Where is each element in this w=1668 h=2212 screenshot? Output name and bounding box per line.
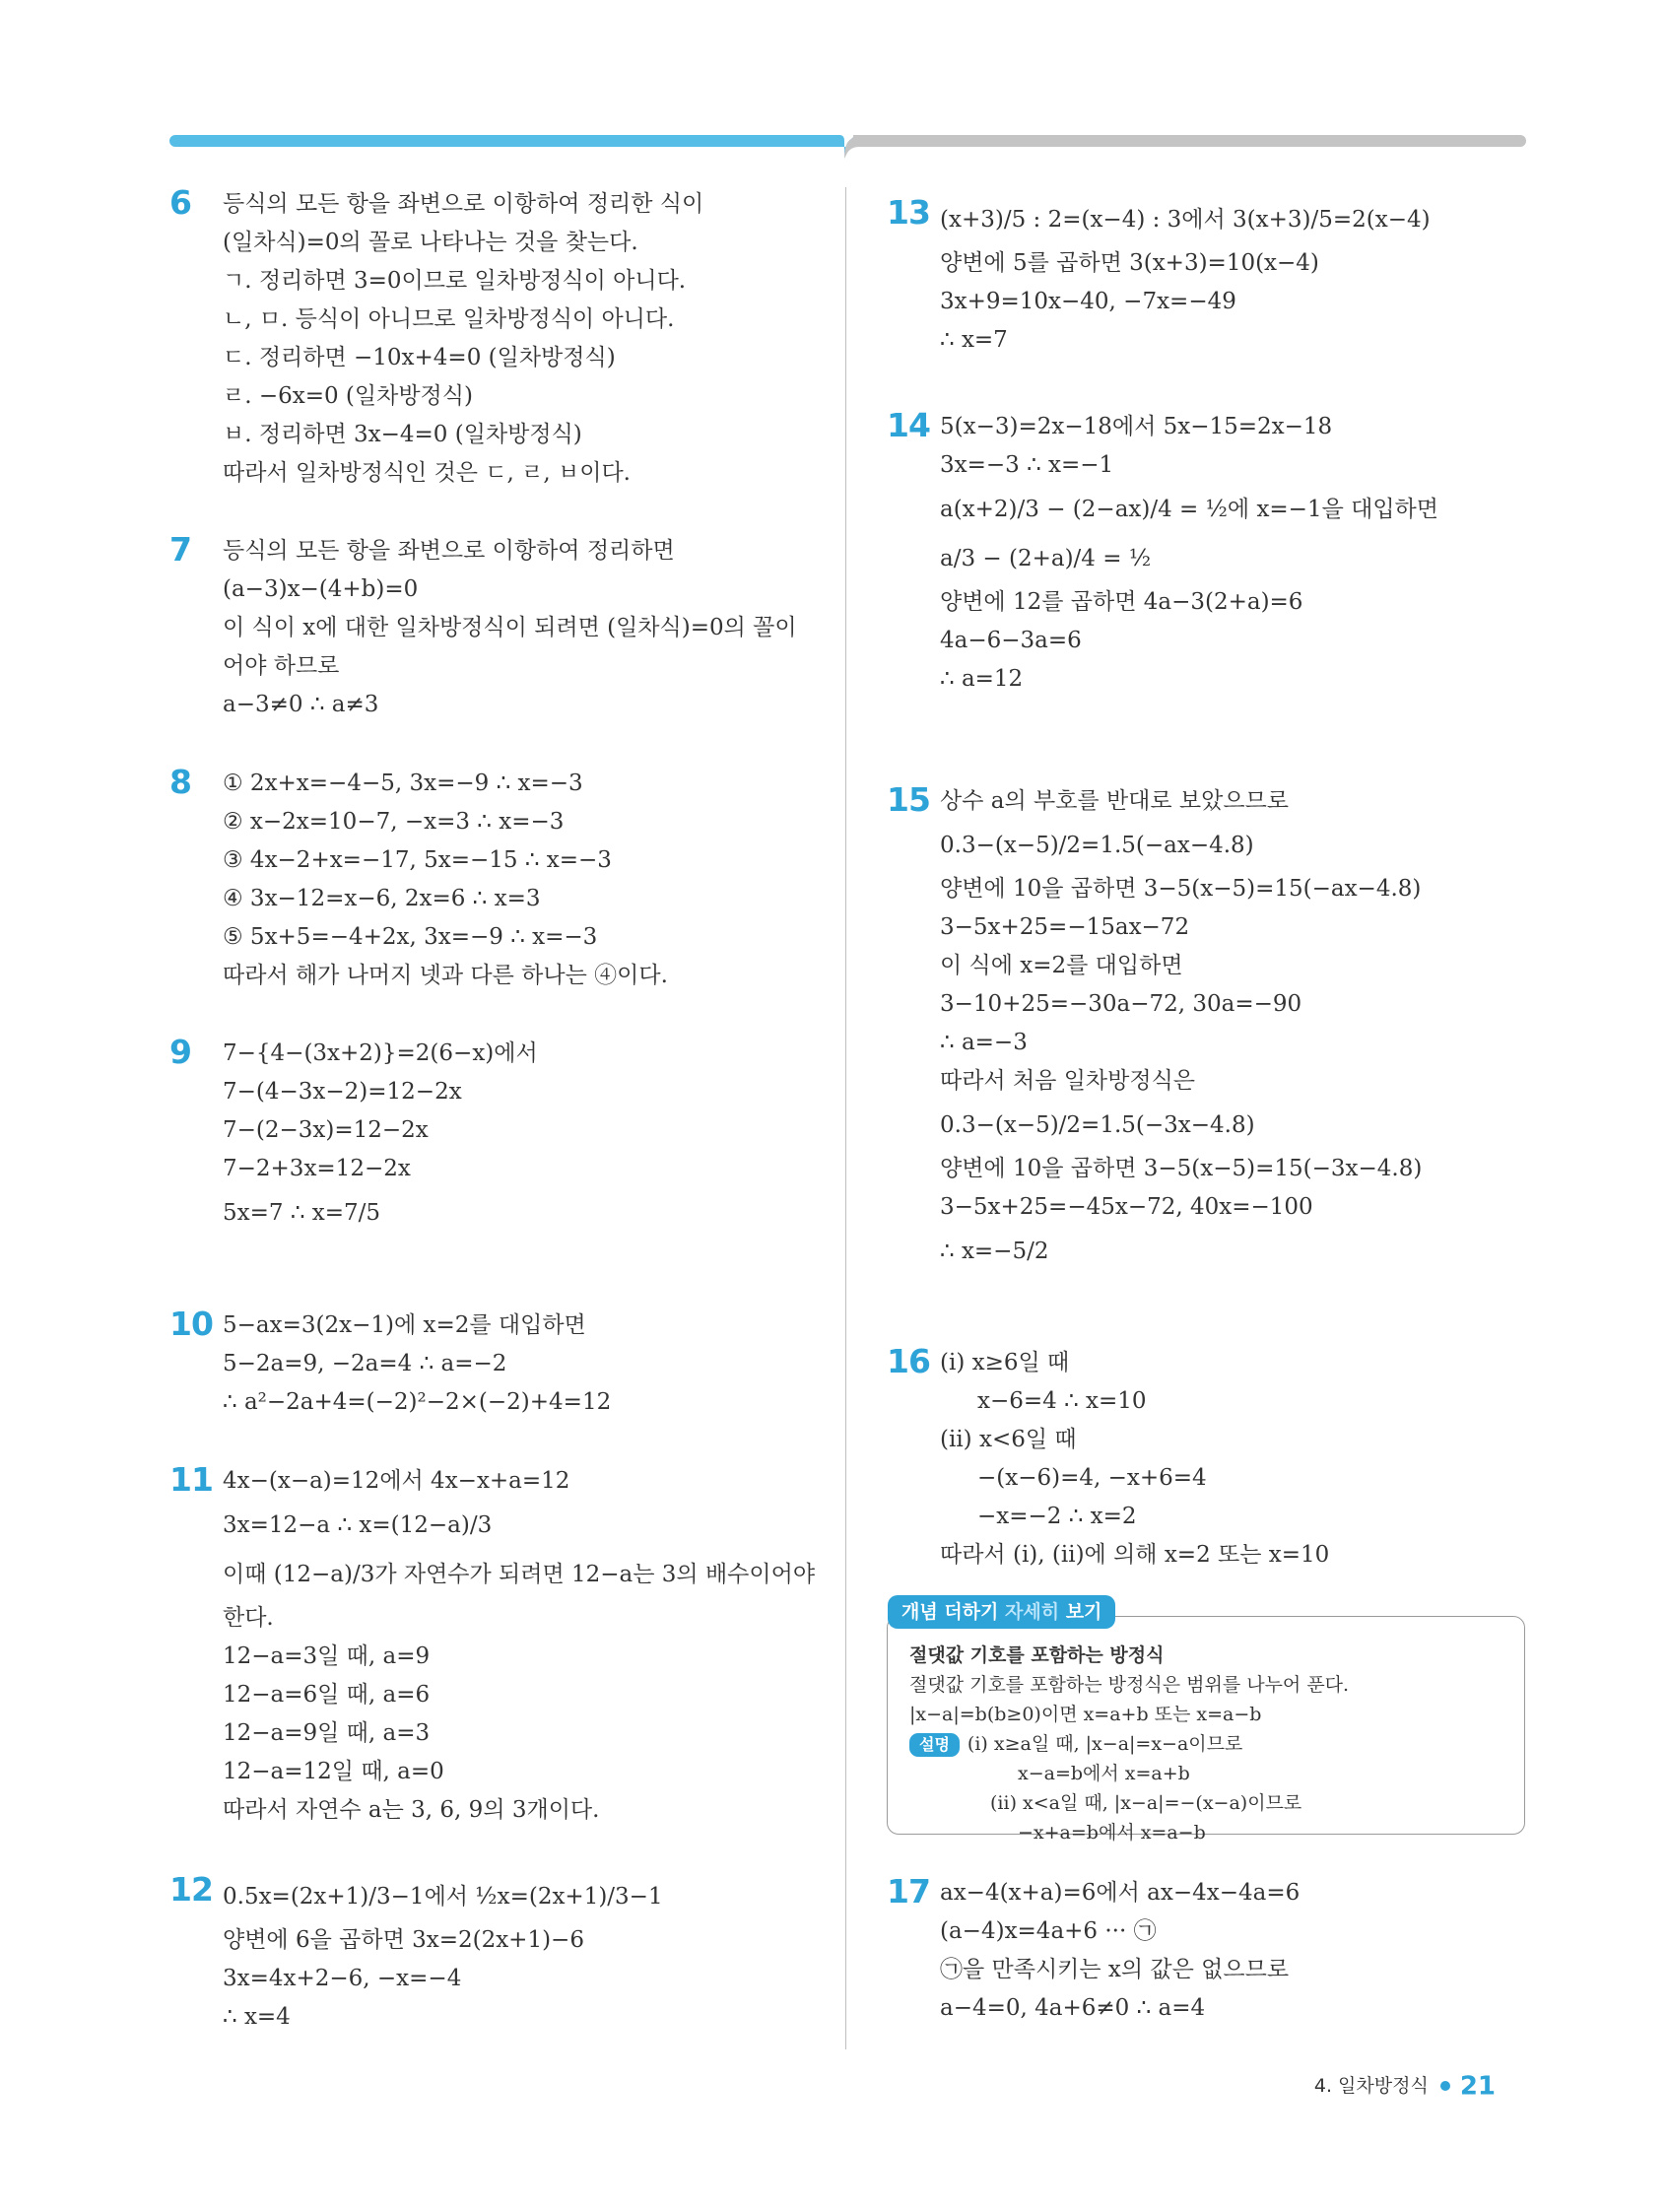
note-expl-line: x−a=b에서 x=a+b xyxy=(1018,1763,1190,1784)
concept-note-box xyxy=(887,1601,1525,1843)
solution-line: 4x−(x−a)=12에서 4x−x+a=12 xyxy=(223,1468,570,1494)
solution-line: 따라서 일차방정식인 것은 ㄷ, ㄹ, ㅂ이다. xyxy=(223,460,631,486)
solution-line: −(x−6)=4, −x+6=4 xyxy=(977,1465,1207,1491)
column-divider xyxy=(845,187,846,2049)
solution-line: (ⅰ) x≥6일 때 xyxy=(940,1350,1070,1375)
solution-line: (x+3)/5 : 2=(x−4) : 3에서 3(x+3)/5=2(x−4) xyxy=(940,207,1431,233)
header-bar-left xyxy=(169,135,839,147)
solution-lines xyxy=(223,1872,814,2037)
solution-line: 7−(4−3x−2)=12−2x xyxy=(223,1079,462,1105)
solution-line: ② x−2x=10−7, −x=3 ∴ x=−3 xyxy=(223,809,565,835)
solution-line: 12−a=9일 때, a=3 xyxy=(223,1720,431,1746)
concept-note-body xyxy=(909,1641,1510,1847)
solution-lines xyxy=(223,532,814,724)
solution-line: ∴ a²−2a+4=(−2)²−2×(−2)+4=12 xyxy=(223,1389,612,1415)
page-number: 21 xyxy=(1459,2071,1496,2102)
solution-lines xyxy=(940,195,1531,360)
solution-line: 양변에 10을 곱하면 3−5(x−5)=15(−ax−4.8) xyxy=(940,876,1422,902)
note-expl-line: (ⅰ) x≥a일 때, |x−a|=x−a이므로 xyxy=(967,1733,1243,1755)
solution-line: 따라서 해가 나머지 넷과 다른 하나는 ④이다. xyxy=(223,963,668,988)
solution-line: 12−a=6일 때, a=6 xyxy=(223,1682,431,1708)
problem-number: 13 xyxy=(887,193,930,232)
solution-line: 0.3−(x−5)/2=1.5(−ax−4.8) xyxy=(940,833,1254,858)
solution-line: 상수 a의 부호를 반대로 보았으므로 xyxy=(940,788,1290,814)
solution-lines xyxy=(940,1344,1531,1575)
solution-line: (일차식)=0의 꼴로 나타나는 것을 찾는다. xyxy=(223,230,638,255)
note-tab-suffix: 보기 xyxy=(1065,1601,1102,1623)
solution-line: 따라서 처음 일차방정식은 xyxy=(940,1068,1196,1094)
note-explanation-row xyxy=(909,1729,1510,1759)
problem-number: 7 xyxy=(169,530,191,569)
solution-line: 7−(2−3x)=12−2x xyxy=(223,1117,429,1143)
solution-lines xyxy=(223,185,814,493)
chapter-title: 4. 일차방정식 xyxy=(1313,2075,1429,2097)
solution-line: 5−ax=3(2x−1)에 x=2를 대입하면 xyxy=(223,1312,586,1338)
solution-line: 이때 (12−a)/3가 자연수가 되려면 12−a는 3의 배수이어야 xyxy=(223,1562,816,1587)
problem-number: 15 xyxy=(887,780,930,819)
page-footer xyxy=(1314,2066,1496,2106)
solution-line: a/3 − (2+a)/4 = ½ xyxy=(940,546,1152,571)
solution-line: 3x=12−a ∴ x=(12−a)/3 xyxy=(223,1512,493,1538)
solution-line: 3−10+25=−30a−72, 30a=−90 xyxy=(940,991,1302,1017)
solution-line: 3−5x+25=−15ax−72 xyxy=(940,914,1190,940)
solution-line: 양변에 6을 곱하면 3x=2(2x+1)−6 xyxy=(223,1927,584,1953)
solution-line: ① 2x+x=−4−5, 3x=−9 ∴ x=−3 xyxy=(223,771,583,796)
solution-line: 3−5x+25=−45x−72, 40x=−100 xyxy=(940,1194,1313,1220)
solution-line: (ⅱ) x<6일 때 xyxy=(940,1427,1077,1452)
solution-line: ㄱ. 정리하면 3=0이므로 일차방정식이 아니다. xyxy=(223,268,687,294)
problem-number: 6 xyxy=(169,183,191,222)
solution-line: a(x+2)/3 − (2−ax)/4 = ½에 x=−1을 대입하면 xyxy=(940,497,1438,522)
note-tab-highlight: 자세히 xyxy=(1005,1601,1060,1623)
solution-line: 5(x−3)=2x−18에서 5x−15=2x−18 xyxy=(940,414,1333,439)
solution-lines xyxy=(223,1307,814,1422)
problem-number: 10 xyxy=(169,1305,213,1343)
solution-line: ㄹ. −6x=0 (일차방정식) xyxy=(223,383,473,409)
solution-line: 3x=4x+2−6, −x=−4 xyxy=(223,1966,462,1991)
solution-line: 한다. xyxy=(223,1605,274,1631)
solution-line: 등식의 모든 항을 좌변으로 이항하여 정리한 식이 xyxy=(223,191,704,217)
solution-line: ㅂ. 정리하면 3x−4=0 (일차방정식) xyxy=(223,422,582,447)
solution-lines xyxy=(223,1462,814,1830)
solution-line: 양변에 5를 곱하면 3(x+3)=10(x−4) xyxy=(940,250,1319,276)
solution-line: 3x=−3 ∴ x=−1 xyxy=(940,452,1114,478)
solution-line: 따라서 자연수 a는 3, 6, 9의 3개이다. xyxy=(223,1797,600,1823)
solution-line: (a−4)x=4a+6 ··· ㉠ xyxy=(940,1918,1157,1944)
solution-line: 7−{4−(3x+2)}=2(6−x)에서 xyxy=(223,1040,538,1066)
solution-line: ③ 4x−2+x=−17, 5x=−15 ∴ x=−3 xyxy=(223,847,612,873)
problem-number: 14 xyxy=(887,406,930,444)
solution-lines xyxy=(940,408,1531,699)
solution-line: ㄴ, ㅁ. 등식이 아니므로 일차방정식이 아니다. xyxy=(223,306,675,332)
solution-line: 0.3−(x−5)/2=1.5(−3x−4.8) xyxy=(940,1112,1255,1138)
note-expl-line: (ⅱ) x<a일 때, |x−a|=−(x−a)이므로 xyxy=(990,1792,1302,1814)
problem-number: 11 xyxy=(169,1460,213,1499)
note-expl-line: −x+a=b에서 x=a−b xyxy=(1018,1822,1206,1843)
solution-line: a−4=0, 4a+6≠0 ∴ a=4 xyxy=(940,1995,1206,2021)
solution-lines xyxy=(223,765,814,995)
solution-line: 5−2a=9, −2a=4 ∴ a=−2 xyxy=(223,1351,507,1376)
note-tab-prefix: 개념 더하기 xyxy=(901,1601,999,1623)
solution-line: ∴ x=7 xyxy=(940,327,1008,353)
solution-line: ∴ a=−3 xyxy=(940,1030,1028,1055)
solution-line: 어야 하므로 xyxy=(223,653,340,679)
solution-line: 0.5x=(2x+1)/3−1에서 ½x=(2x+1)/3−1 xyxy=(223,1884,663,1910)
note-title: 절댓값 기호를 포함하는 방정식 xyxy=(909,1644,1165,1666)
header-bar-right xyxy=(853,135,1526,147)
solution-line: 따라서 (ⅰ), (ⅱ)에 의해 x=2 또는 x=10 xyxy=(940,1542,1330,1568)
solution-line: 12−a=12일 때, a=0 xyxy=(223,1759,444,1784)
solution-line: 4a−6−3a=6 xyxy=(940,628,1082,653)
solution-line: ax−4(x+a)=6에서 ax−4x−4a=6 xyxy=(940,1880,1301,1906)
problem-number: 9 xyxy=(169,1033,191,1071)
explanation-badge: 설명 xyxy=(909,1733,960,1757)
solution-lines xyxy=(940,782,1531,1276)
solution-line: ④ 3x−12=x−6, 2x=6 ∴ x=3 xyxy=(223,886,541,911)
solution-line: ∴ x=−5/2 xyxy=(940,1239,1049,1264)
solution-line: −x=−2 ∴ x=2 xyxy=(977,1504,1137,1529)
solution-line: x−6=4 ∴ x=10 xyxy=(977,1388,1147,1414)
solution-line: ㉠을 만족시키는 x의 값은 없으므로 xyxy=(940,1957,1290,1982)
solution-line: 12−a=3일 때, a=9 xyxy=(223,1643,431,1669)
solution-lines xyxy=(940,1874,1531,2028)
footer-dot-icon xyxy=(1440,2081,1450,2091)
problem-number: 17 xyxy=(887,1872,930,1910)
solution-line: 양변에 10을 곱하면 3−5(x−5)=15(−3x−4.8) xyxy=(940,1156,1423,1181)
concept-note-tab xyxy=(888,1595,1115,1629)
solution-line: ㄷ. 정리하면 −10x+4=0 (일차방정식) xyxy=(223,345,616,370)
solution-lines xyxy=(223,1035,814,1238)
solution-line: 7−2+3x=12−2x xyxy=(223,1156,411,1181)
note-line: 절댓값 기호를 포함하는 방정식은 범위를 나누어 푼다. xyxy=(909,1674,1350,1696)
solution-line: 5x=7 ∴ x=7/5 xyxy=(223,1200,381,1226)
note-line: |x−a|=b(b≥0)이면 x=a+b 또는 x=a−b xyxy=(909,1704,1262,1725)
solution-line: ⑤ 5x+5=−4+2x, 3x=−9 ∴ x=−3 xyxy=(223,924,598,950)
problem-number: 16 xyxy=(887,1342,930,1380)
solution-line: ∴ a=12 xyxy=(940,666,1024,692)
solution-line: (a−3)x−(4+b)=0 xyxy=(223,576,419,602)
solution-line: 이 식이 x에 대한 일차방정식이 되려면 (일차식)=0의 꼴이 xyxy=(223,615,797,640)
solution-line: 이 식에 x=2를 대입하면 xyxy=(940,953,1183,978)
problem-number: 8 xyxy=(169,763,191,801)
problem-number: 12 xyxy=(169,1870,213,1909)
solution-line: 등식의 모든 항을 좌변으로 이항하여 정리하면 xyxy=(223,538,675,564)
solution-line: ∴ x=4 xyxy=(223,2004,291,2030)
solution-line: 3x+9=10x−40, −7x=−49 xyxy=(940,289,1236,314)
solution-line: a−3≠0 ∴ a≠3 xyxy=(223,692,379,717)
solution-line: 양변에 12를 곱하면 4a−3(2+a)=6 xyxy=(940,589,1303,615)
